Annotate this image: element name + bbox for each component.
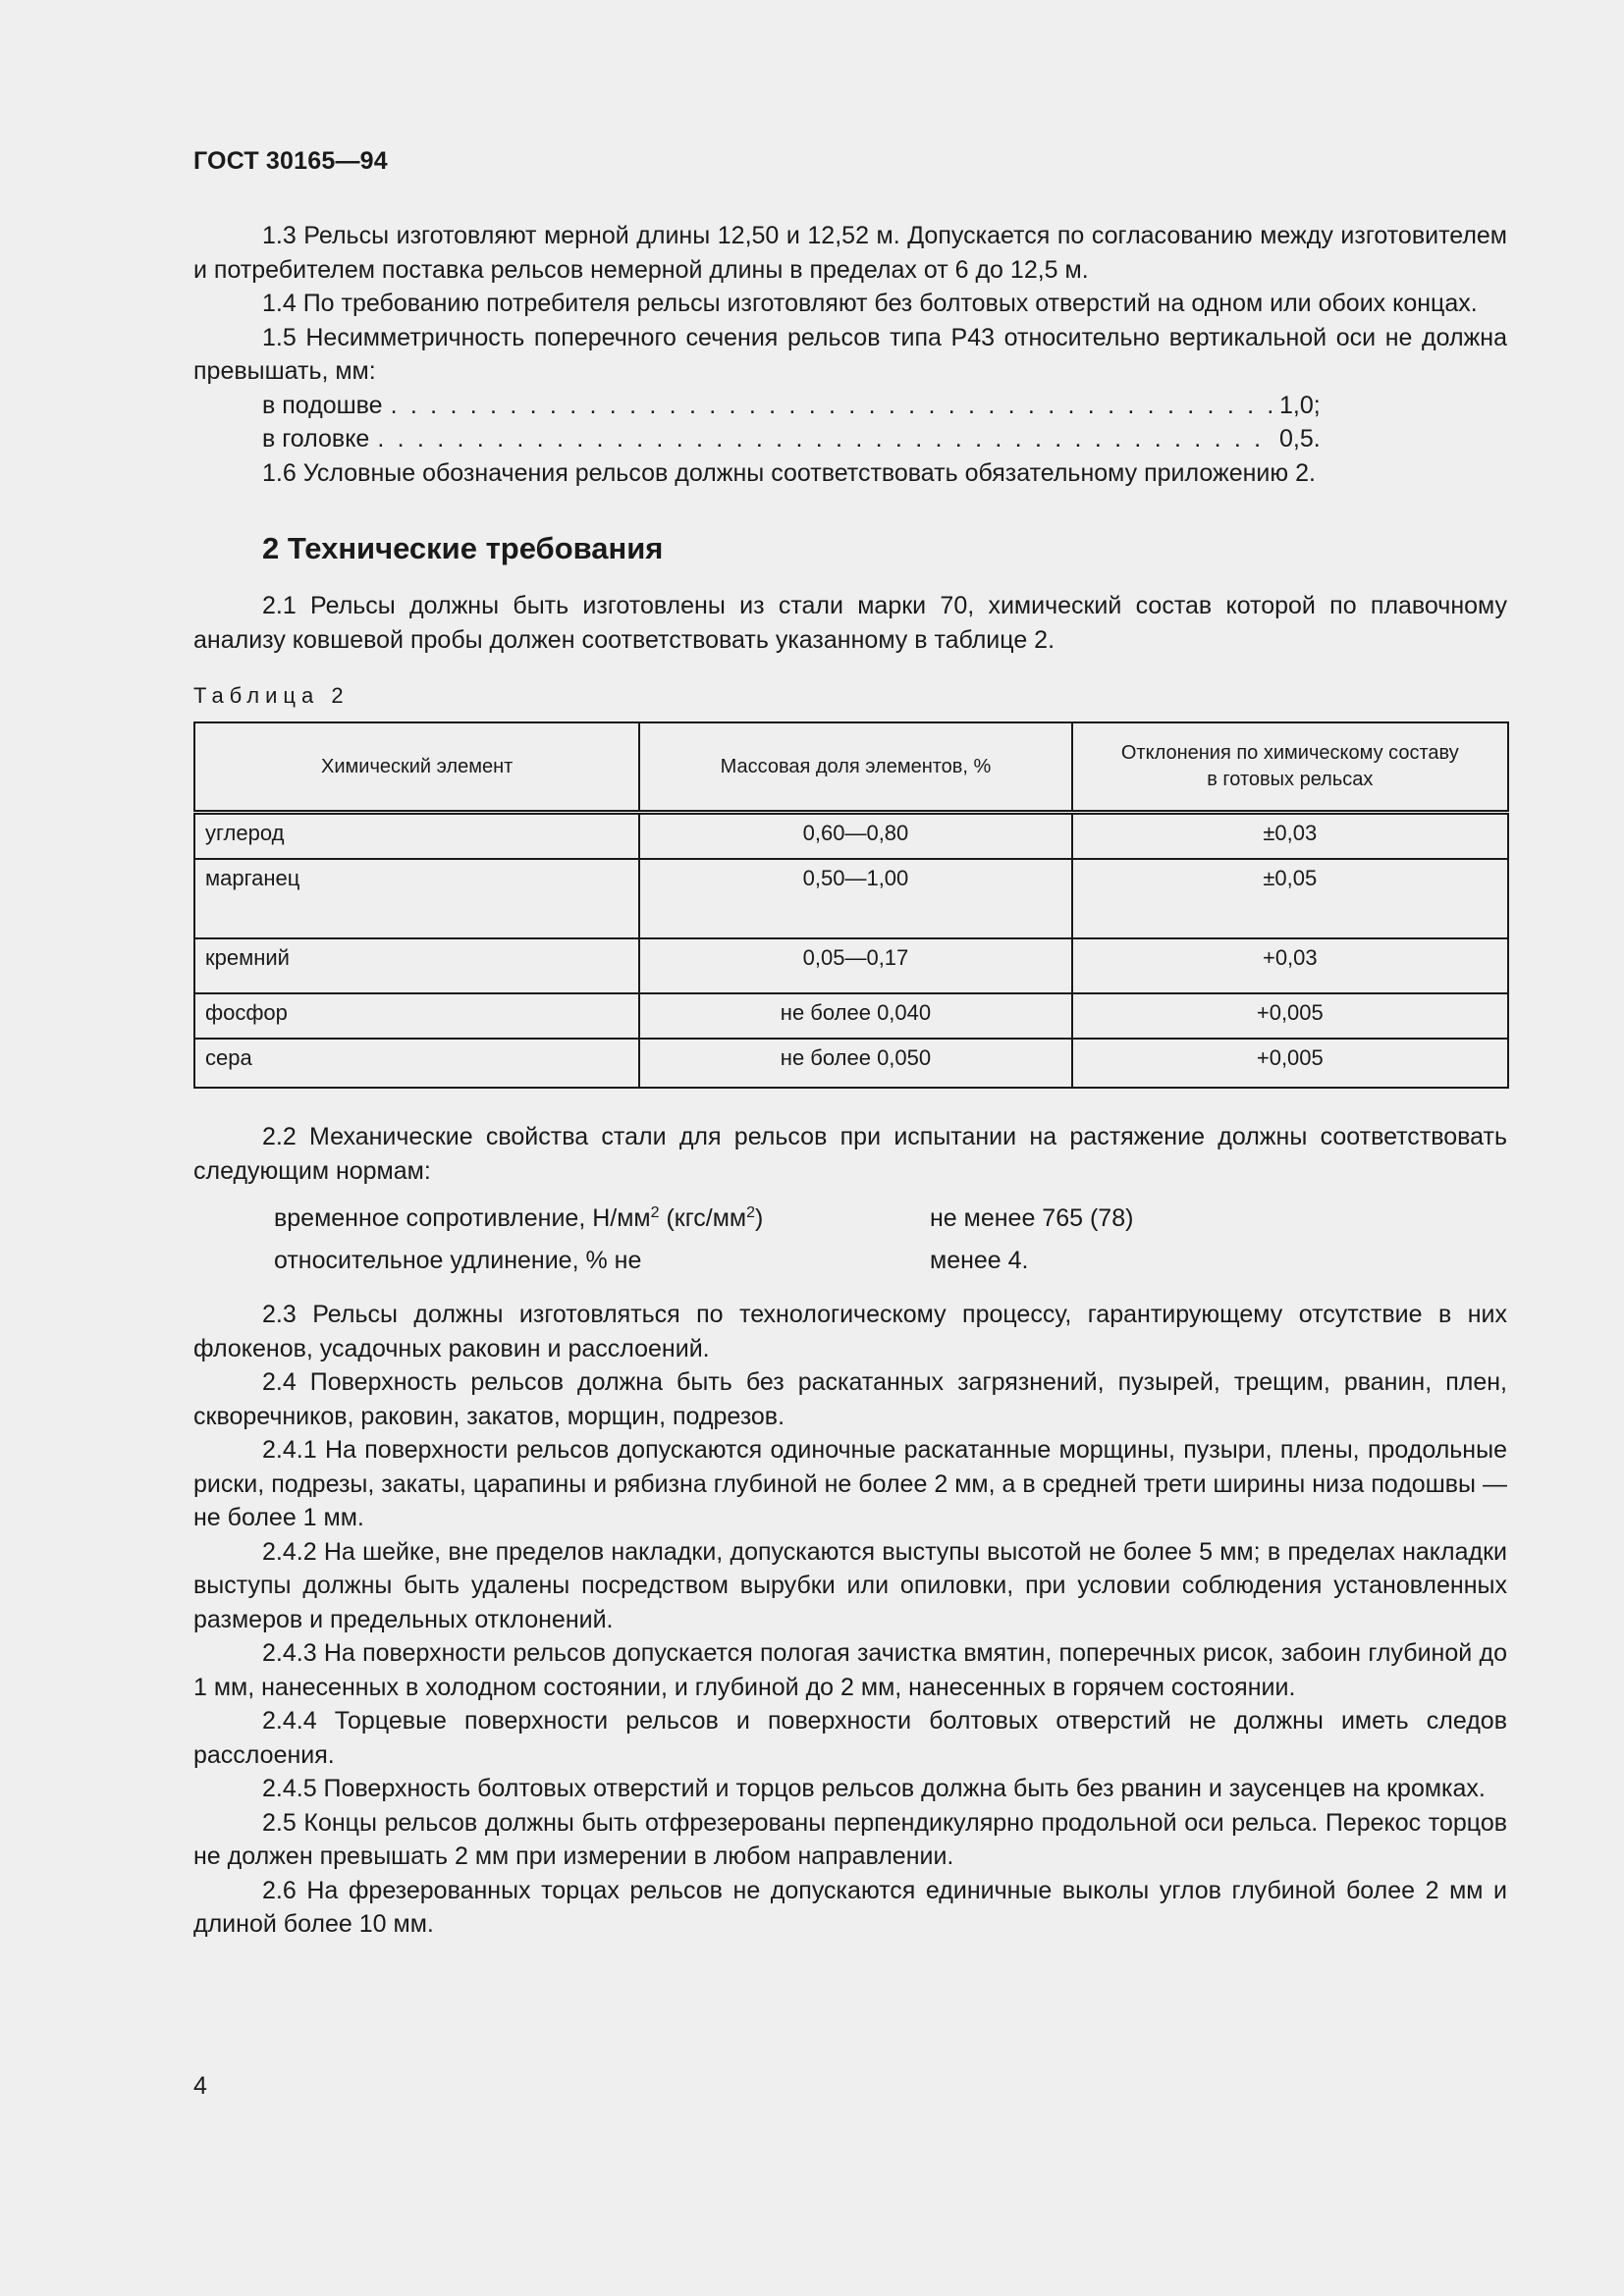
paragraph-2-4-3: 2.4.3 На поверхности рельсов допускается пологая зачистка вмятин, поперечных рисок, забоин глубиной до 1 мм, нанесенных в холодном состоянии, и глубиной до 2 мм, нанесенных в горячем состоянии.	[193, 1639, 1507, 1701]
fraction-cell: не более 0,040	[639, 993, 1071, 1039]
deviation-cell: +0,03	[1072, 938, 1508, 993]
paragraph-2-4-1: 2.4.1 На поверхности рельсов допускаются одиночные раскатанные морщины, пузыри, плены, продольные риски, подрезы, закаты, царапины и рябизна глубиной не более 2 мм, а в средней трети ширины низа подошвы — не более 1 мм.	[193, 1436, 1507, 1531]
fraction-cell: 0,60—0,80	[639, 813, 1071, 860]
tensile-label-text: (кгс/мм	[659, 1204, 747, 1232]
deviation-cell: +0,005	[1072, 993, 1508, 1039]
tensile-strength-row	[274, 1198, 1507, 1240]
elongation-row	[274, 1240, 1507, 1282]
column-header-line: в готовых рельсах	[1207, 769, 1374, 790]
document-id: ГОСТ 30165—94	[193, 147, 388, 175]
mechanical-properties	[274, 1198, 1507, 1282]
paragraph-2-1: 2.1 Рельсы должны быть изготовлены из стали марки 70, химический состав которой по плавочному анализу ковшевой пробы должен соответствовать указанному в таблице 2.	[193, 592, 1507, 654]
section-heading: 2 Технические требования	[262, 531, 664, 565]
deviation-cell: ±0,03	[1072, 813, 1508, 860]
fraction-cell: не более 0,050	[639, 1039, 1071, 1088]
superscript: 2	[650, 1204, 660, 1221]
paragraph-2-4: 2.4 Поверхность рельсов должна быть без раскатанных загрязнений, пузырей, трещим, рванин, плен, скворечников, раковин, закатов, морщин, подрезов.	[193, 1368, 1507, 1430]
paragraph-1-6: 1.6 Условные обозначения рельсов должны соответствовать обязательному приложению 2.	[262, 458, 1316, 487]
elongation-value: менее 4.	[930, 1247, 1029, 1274]
paragraph-2-3: 2.3 Рельсы должны изготовляться по технологическому процессу, гарантирующему отсутствие в них флокенов, усадочных раковин и расслоений.	[193, 1301, 1507, 1362]
asymmetry-value: 1,0;	[1279, 391, 1321, 419]
element-cell: кремний	[194, 938, 639, 993]
element-cell: углерод	[194, 813, 639, 860]
page-content	[193, 147, 1507, 1942]
chemical-composition-table	[193, 721, 1509, 1089]
paragraph-1-4: 1.4 По требованию потребителя рельсы изготовляют без болтовых отверстий на одном или обоих концах.	[262, 290, 1478, 317]
paragraph-1-5: 1.5 Несимметричность поперечного сечения рельсов типа Р43 относительно вертикальной оси не должна превышать, мм:	[193, 323, 1507, 385]
column-header: Массовая доля элементов, %	[639, 722, 1071, 813]
table-row	[194, 993, 1508, 1039]
page-number: 4	[193, 2072, 207, 2100]
paragraph-2-5: 2.5 Концы рельсов должны быть отфрезерованы перпендикулярно продольной оси рельса. Перекос торцов не должен превышать 2 мм при измерении в любом направлении.	[193, 1808, 1507, 1870]
element-cell: фосфор	[194, 993, 639, 1039]
table-caption: Таблица 2	[193, 683, 350, 708]
table-header-row	[194, 722, 1508, 813]
paragraph-2-2: 2.2 Механические свойства стали для рельсов при испытании на растяжение должны соответствовать следующим нормам:	[193, 1123, 1507, 1185]
asymmetry-row-sole	[193, 389, 1507, 423]
element-cell: сера	[194, 1039, 639, 1088]
asymmetry-label: в подошве	[262, 391, 383, 419]
tensile-label-text: временное сопротивление, Н/мм	[274, 1204, 651, 1232]
asymmetry-value: 0,5.	[1279, 425, 1321, 453]
element-cell: марганец	[194, 859, 639, 938]
paragraph-1-3: 1.3 Рельсы изготовляют мерной длины 12,50 и 12,52 м. Допускается по согласованию между изготовителем и потребителем поставка рельсов немерной длины в пределах от 6 до 12,5 м.	[193, 222, 1507, 284]
column-header	[1072, 722, 1508, 813]
deviation-cell: +0,005	[1072, 1039, 1508, 1088]
superscript: 2	[746, 1204, 756, 1221]
asymmetry-row-head	[193, 422, 1507, 456]
paragraph-2-6: 2.6 На фрезерованных торцах рельсов не допускаются единичные выколы углов глубиной более 2 мм и длиной более 10 мм.	[193, 1876, 1507, 1938]
paragraph-2-4-4: 2.4.4 Торцевые поверхности рельсов и поверхности болтовых отверстий не должны иметь следов расслоения.	[193, 1707, 1507, 1769]
deviation-cell: ±0,05	[1072, 859, 1508, 938]
tensile-label-text: )	[755, 1204, 764, 1232]
leader-dots	[377, 422, 1272, 456]
elongation-label: относительное удлинение, % не	[274, 1247, 642, 1274]
fraction-cell: 0,05—0,17	[639, 938, 1071, 993]
paragraph-2-4-2: 2.4.2 На шейке, вне пределов накладки, допускаются выступы высотой не более 5 мм; в пределах накладки выступы должны быть удалены посредством вырубки или опиловки, при условии соблюдения установленных размеров и предельных отклонений.	[193, 1537, 1507, 1633]
table-row	[194, 938, 1508, 993]
tensile-strength-value: не менее 765 (78)	[930, 1204, 1134, 1232]
fraction-cell: 0,50—1,00	[639, 859, 1071, 938]
table-row	[194, 859, 1508, 938]
tensile-strength-label	[274, 1198, 930, 1240]
column-header-line: Отклонения по химическому составу	[1120, 742, 1459, 764]
leader-dots	[391, 389, 1272, 423]
column-header: Химический элемент	[194, 722, 639, 813]
table-row	[194, 813, 1508, 860]
asymmetry-label: в головке	[262, 425, 370, 453]
table-row	[194, 1039, 1508, 1088]
paragraph-2-4-5: 2.4.5 Поверхность болтовых отверстий и торцов рельсов должна быть без рванин и заусенцев на кромках.	[262, 1775, 1486, 1802]
